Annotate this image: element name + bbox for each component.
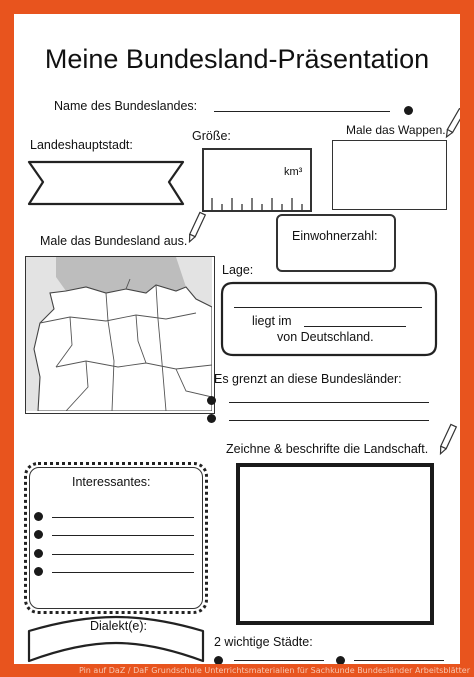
border-state-line-1[interactable] [229,402,429,403]
capital-label: Landeshauptstadt: [30,138,133,152]
bullet-dot-icon [207,414,216,423]
border-state-line-2[interactable] [229,420,429,421]
bullet-dot-icon [214,656,223,664]
germany-map-frame[interactable] [25,256,215,414]
cities-label: 2 wichtige Städte: [214,635,313,649]
bullet-dot-icon [207,396,216,405]
interesting-line-4[interactable] [52,572,194,573]
state-name-input-line[interactable] [214,111,390,112]
interesting-line-3[interactable] [52,554,194,555]
population-box[interactable] [276,214,396,272]
bullet-dot-icon [404,106,413,115]
coat-of-arms-box[interactable] [332,140,447,210]
borders-label: Es grenzt an diese Bundesländer: [214,372,402,386]
dialect-label: Dialekt(e): [90,619,147,633]
bullet-dot-icon [336,656,345,664]
population-label: Einwohnerzahl: [292,229,378,243]
interesting-label: Interessantes: [72,475,151,489]
state-name-label: Name des Bundeslandes: [54,99,198,113]
location-liegt-im: liegt im [252,314,292,328]
bullet-dot-icon [34,549,43,558]
coat-of-arms-label: Male das Wappen. [346,123,446,137]
ruler-ticks-icon [202,188,312,212]
capital-banner[interactable] [26,159,186,209]
landscape-drawing-box[interactable] [236,463,434,625]
draw-state-label: Male das Bundesland aus. [40,234,188,248]
pencil-icon [446,106,460,142]
bullet-dot-icon [34,530,43,539]
location-direction-line[interactable] [304,326,406,327]
worksheet [14,14,460,664]
size-unit: km³ [284,166,303,178]
location-input-line[interactable] [234,307,422,308]
bullet-dot-icon [34,512,43,521]
city-line-1[interactable] [234,660,324,661]
city-line-2[interactable] [354,660,444,661]
location-von-deutschland: von Deutschland. [277,330,374,344]
interesting-line-2[interactable] [52,535,194,536]
bullet-dot-icon [34,567,43,576]
landscape-label: Zeichne & beschrifte die Landschaft. [226,442,429,456]
location-label: Lage: [222,263,254,277]
footer-caption: Pin auf DaZ / DaF Grundschule Unterrichtsmaterialien für Sachkunde Bundesländer Arbeitsblätter [0,664,474,677]
page-title: Meine Bundesland-Präsentation [44,44,430,74]
size-label: Größe: [192,129,231,143]
germany-map [26,257,212,411]
pencil-icon [434,422,458,462]
interesting-line-1[interactable] [52,517,194,518]
